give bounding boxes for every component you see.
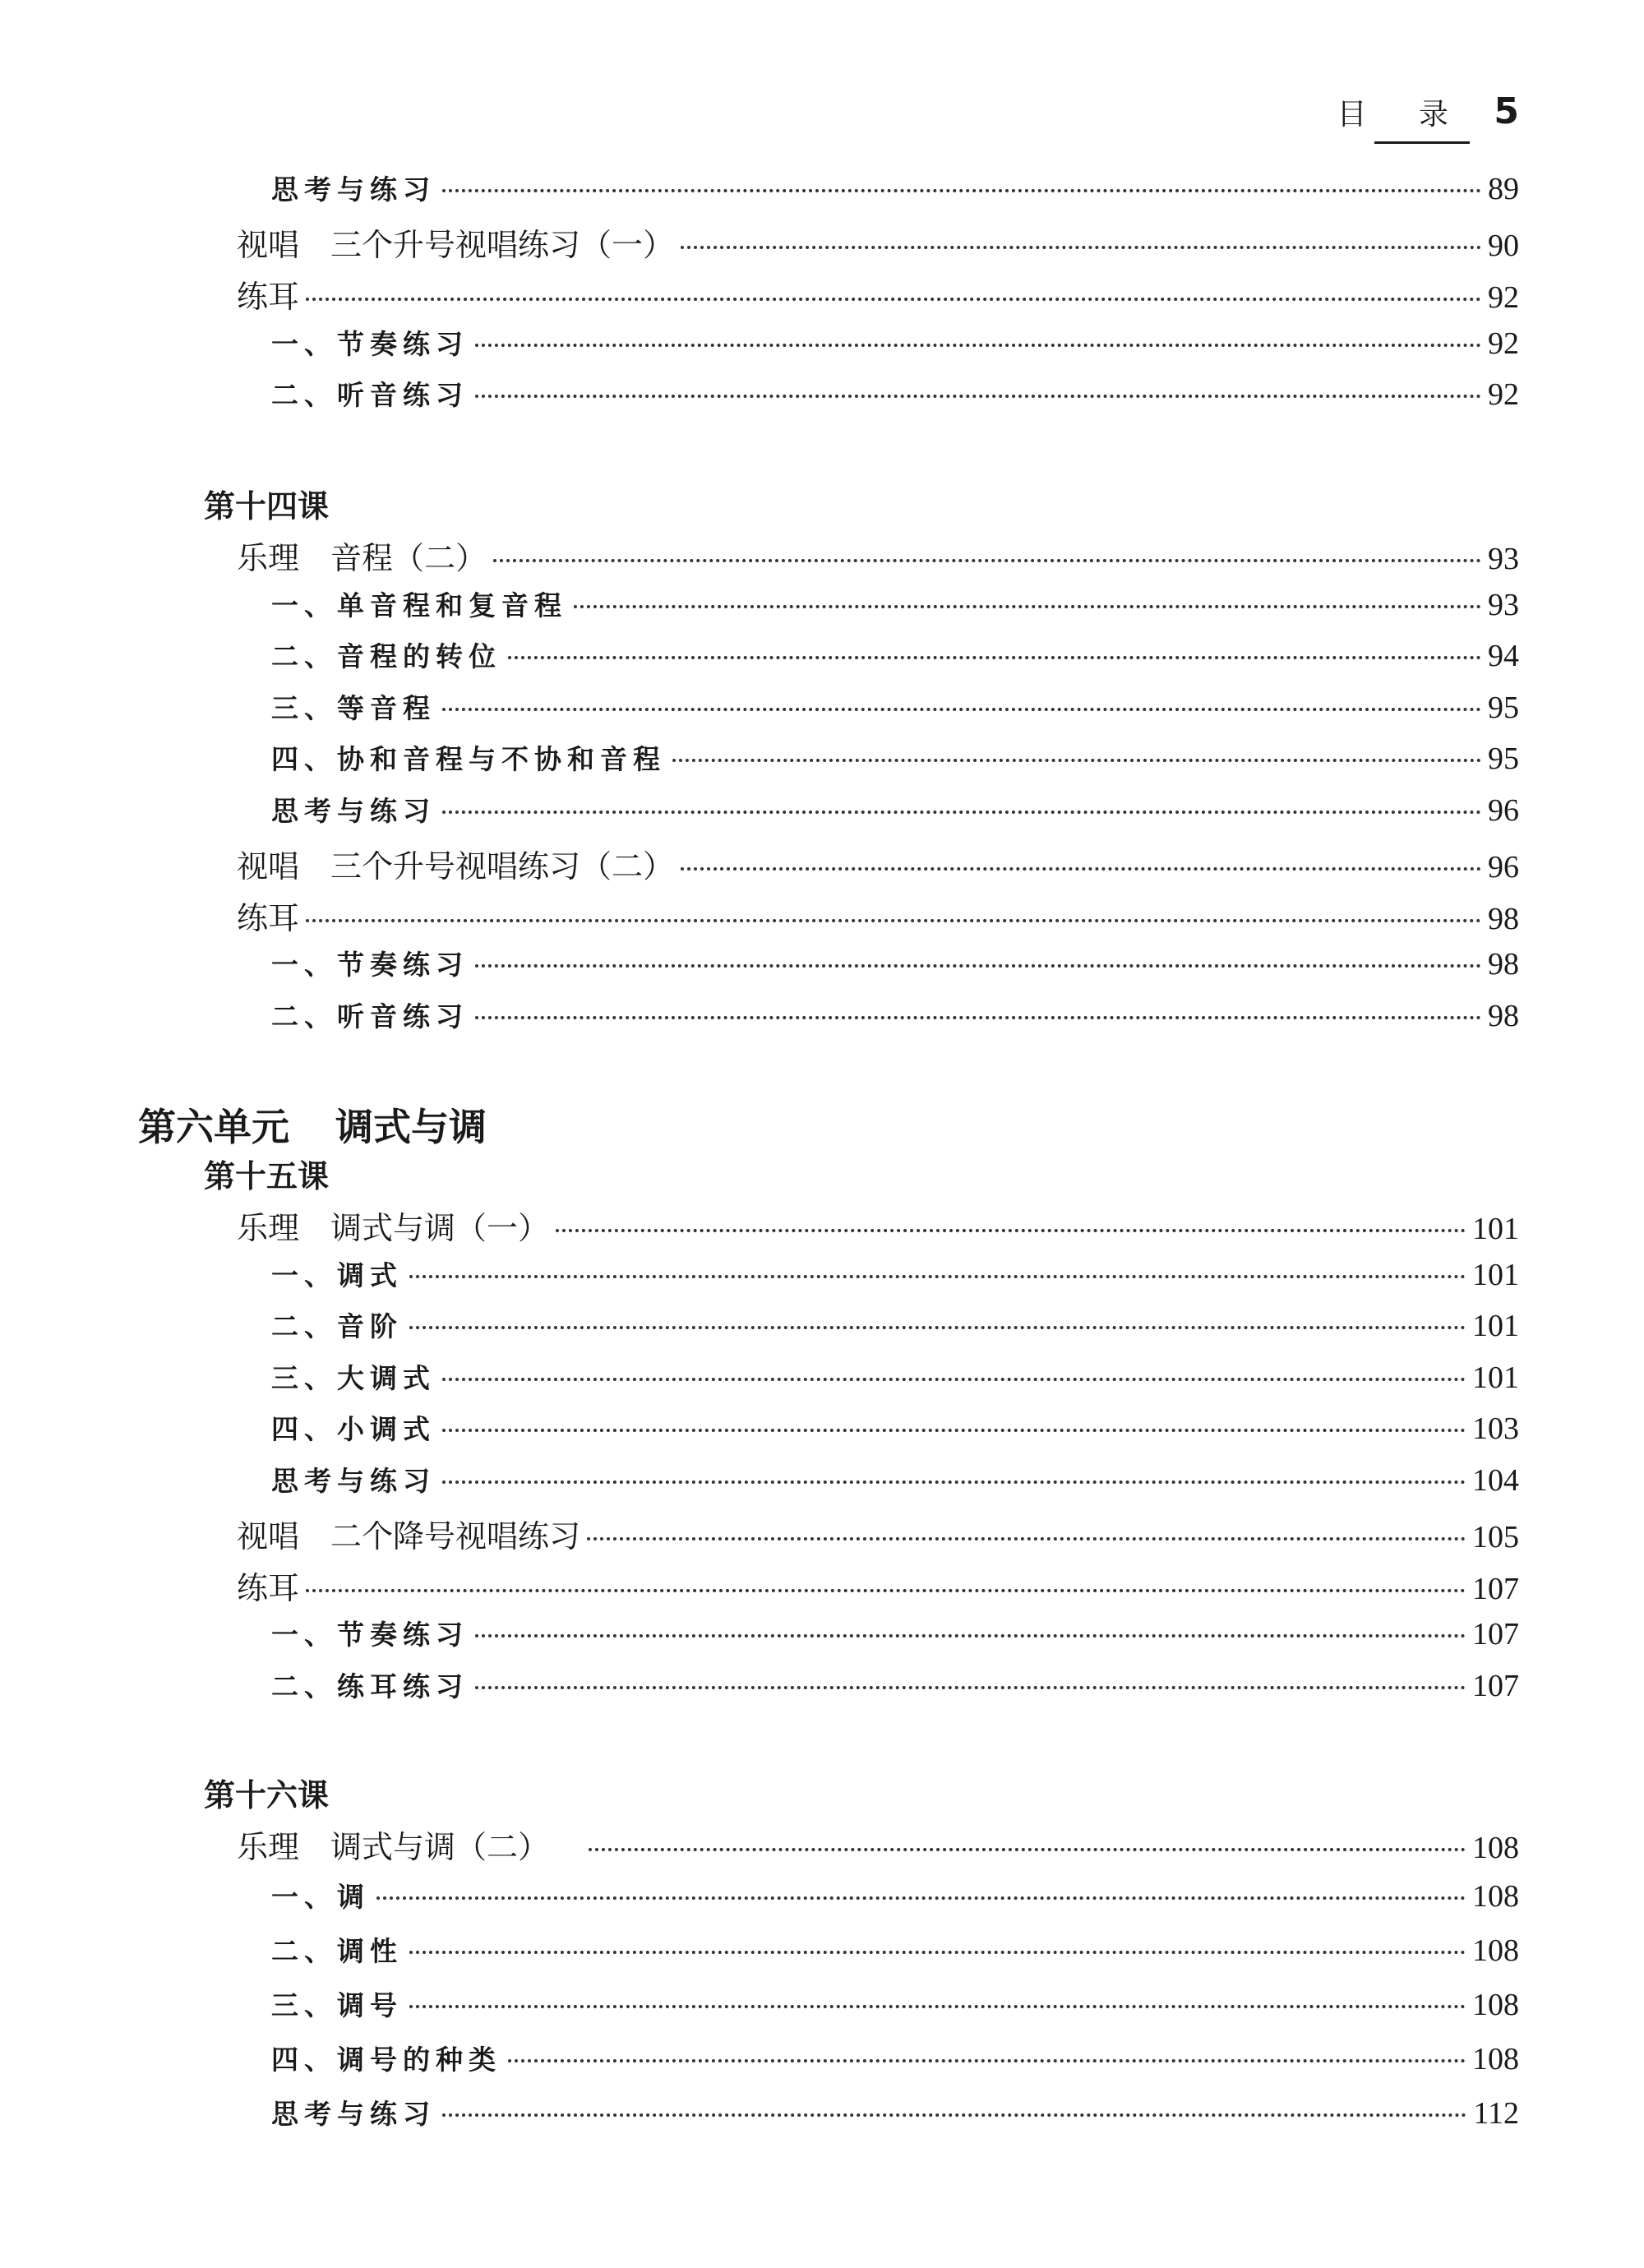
- dot-leader: [442, 811, 1481, 814]
- toc-entry[interactable]: [271, 738, 1519, 779]
- toc-entry[interactable]: [271, 790, 1519, 831]
- toc-entry[interactable]: [271, 1357, 1519, 1398]
- toc-entry[interactable]: [271, 687, 1519, 728]
- toc-entry-title: 乐理 调式与调（二）: [237, 1829, 550, 1865]
- toc-entry-page: 95: [1488, 741, 1519, 776]
- dot-leader: [376, 1896, 1466, 1900]
- toc-entry-page: 94: [1488, 639, 1519, 673]
- toc-entry[interactable]: [271, 1930, 1519, 1971]
- dot-leader: [475, 964, 1481, 968]
- toc-entry-page: 108: [1472, 2042, 1519, 2076]
- toc-entry-title: 思考与练习: [271, 173, 436, 206]
- dot-leader: [508, 2059, 1466, 2062]
- toc-entry-page: 95: [1488, 691, 1519, 725]
- toc-entry-title: 四、小调式: [271, 1413, 436, 1445]
- dot-leader: [409, 1275, 1466, 1278]
- dot-leader: [475, 395, 1481, 398]
- toc-entry[interactable]: [271, 1305, 1519, 1346]
- toc-entry-page: 92: [1488, 326, 1519, 361]
- toc-entry[interactable]: [271, 2039, 1519, 2080]
- toc-entry[interactable]: [237, 1822, 1519, 1863]
- toc-entry-title: 一、调: [271, 1881, 370, 1913]
- toc-entry-page: 112: [1473, 2096, 1519, 2131]
- toc-entry-title: 二、练耳练习: [271, 1670, 469, 1702]
- toc-entry[interactable]: [271, 2093, 1519, 2134]
- toc-entry-title: 视唱 二个降号视唱练习: [237, 1518, 581, 1554]
- toc-entry[interactable]: [237, 1563, 1519, 1604]
- dot-leader: [589, 1848, 1466, 1851]
- dot-leader: [556, 1229, 1466, 1232]
- toc-entry[interactable]: [271, 944, 1519, 985]
- toc-entry[interactable]: [237, 841, 1519, 885]
- dot-leader: [442, 2113, 1466, 2117]
- toc-entry[interactable]: [271, 323, 1519, 364]
- toc-entry[interactable]: [271, 1254, 1519, 1296]
- dot-leader: [574, 605, 1481, 608]
- dot-leader: [475, 1686, 1466, 1689]
- toc-entry-title: 视唱 三个升号视唱练习（一）: [237, 227, 675, 263]
- toc-entry-page: 107: [1472, 1669, 1519, 1703]
- toc-entry-title: 练耳: [237, 1570, 300, 1606]
- dot-leader: [442, 1429, 1466, 1432]
- toc-entry-page: 107: [1472, 1572, 1519, 1606]
- toc-entry-page: 101: [1472, 1258, 1519, 1292]
- toc-entry-title: 一、节奏练习: [271, 949, 469, 981]
- unit-label: 第六单元: [138, 1105, 289, 1149]
- dot-leader: [475, 344, 1481, 347]
- toc-entry-title: 二、听音练习: [271, 379, 469, 411]
- toc-entry-title: 三、大调式: [271, 1362, 436, 1394]
- toc-entry-title: 二、听音练习: [271, 1000, 469, 1032]
- toc-entry-page: 108: [1472, 1988, 1519, 2022]
- dot-leader: [409, 1326, 1466, 1329]
- lesson-heading: 第十五课: [204, 1158, 330, 1194]
- toc-entry[interactable]: [237, 893, 1519, 934]
- toc-entry[interactable]: [271, 1876, 1519, 1917]
- toc-entry-page: 92: [1488, 280, 1519, 315]
- toc-entry[interactable]: [271, 1665, 1519, 1707]
- toc-entry-title: 二、音程的转位: [271, 640, 501, 672]
- toc-entry-page: 90: [1488, 229, 1519, 263]
- toc-entry[interactable]: [271, 1984, 1519, 2025]
- toc-entry-title: 三、调号: [271, 1989, 403, 2021]
- dot-leader: [475, 1634, 1466, 1637]
- dot-leader: [475, 1016, 1481, 1019]
- toc-entry[interactable]: [271, 374, 1519, 415]
- dot-leader: [306, 919, 1481, 922]
- toc-entry-page: 93: [1488, 588, 1519, 622]
- toc-entry[interactable]: [271, 169, 1519, 210]
- toc-entry[interactable]: [271, 584, 1519, 626]
- toc-entry-title: 思考与练习: [271, 2098, 436, 2130]
- toc-entry-title: 二、音阶: [271, 1310, 403, 1342]
- toc-entry[interactable]: [237, 1203, 1519, 1244]
- toc-entry-page: 92: [1488, 377, 1519, 412]
- lesson-heading: 第十四课: [204, 488, 330, 524]
- dot-leader: [672, 759, 1481, 762]
- toc-entry-title: 一、节奏练习: [271, 1619, 469, 1651]
- toc-entry[interactable]: [237, 533, 1519, 574]
- toc-entry[interactable]: [271, 1408, 1519, 1449]
- toc-entry-page: 103: [1472, 1411, 1519, 1446]
- dot-leader: [409, 1951, 1466, 1954]
- toc-entry-page: 108: [1472, 1879, 1519, 1914]
- dot-leader: [508, 656, 1481, 659]
- toc-entry-page: 108: [1472, 1831, 1519, 1865]
- toc-entry-page: 108: [1472, 1933, 1519, 1968]
- toc-entry-page: 98: [1488, 902, 1519, 936]
- toc-entry-title: 思考与练习: [271, 795, 436, 827]
- header-page-number: 5: [1494, 90, 1519, 132]
- dot-leader: [681, 246, 1481, 249]
- toc-entry-title: 一、节奏练习: [271, 328, 469, 360]
- toc-entry-title: 练耳: [237, 279, 300, 315]
- toc-entry-page: 96: [1488, 850, 1519, 885]
- toc-entry-title: 三、等音程: [271, 692, 436, 724]
- toc-entry[interactable]: [237, 271, 1519, 315]
- toc-entry-title: 一、单音程和复音程: [271, 589, 567, 621]
- toc-entry[interactable]: [237, 219, 1519, 261]
- toc-entry[interactable]: [271, 635, 1519, 677]
- toc-entry[interactable]: [237, 1511, 1519, 1552]
- unit-title: 调式与调: [335, 1105, 487, 1149]
- header-label: 目 录: [1337, 98, 1470, 132]
- toc-entry-title: 四、协和音程与不协和音程: [271, 743, 666, 775]
- toc-entry-page: 93: [1488, 542, 1519, 576]
- header-rule: [1374, 141, 1470, 144]
- dot-leader: [306, 298, 1481, 301]
- dot-leader: [442, 1378, 1466, 1381]
- toc-entry-title: 一、调式: [271, 1259, 403, 1291]
- dot-leader: [681, 867, 1481, 871]
- toc-entry-title: 乐理 音程（二）: [237, 540, 487, 576]
- lesson-heading: 第十六课: [204, 1777, 330, 1813]
- toc-entry-page: 104: [1472, 1463, 1519, 1498]
- toc-entry-title: 二、调性: [271, 1935, 403, 1967]
- toc-entry[interactable]: [271, 1614, 1519, 1655]
- toc-entry-page: 101: [1472, 1212, 1519, 1246]
- toc-entry-page: 96: [1488, 793, 1519, 828]
- toc-entry-title: 练耳: [237, 900, 300, 936]
- dot-leader: [442, 708, 1481, 711]
- toc-entry-page: 105: [1472, 1520, 1519, 1554]
- toc-entry-title: 四、调号的种类: [271, 2044, 501, 2076]
- toc-entry-page: 89: [1488, 172, 1519, 206]
- toc-entry[interactable]: [271, 995, 1519, 1037]
- toc-entry-page: 107: [1472, 1617, 1519, 1651]
- dot-leader: [587, 1537, 1466, 1540]
- dot-leader: [442, 1480, 1466, 1484]
- toc-entry-title: 思考与练习: [271, 1465, 436, 1497]
- dot-leader: [306, 1589, 1466, 1592]
- dot-leader: [409, 2005, 1466, 2008]
- dot-leader: [493, 559, 1481, 562]
- toc-entry-page: 101: [1472, 1309, 1519, 1343]
- toc-entry-title: 乐理 调式与调（一）: [237, 1210, 550, 1246]
- toc-entry-page: 98: [1488, 999, 1519, 1033]
- toc-entry-page: 101: [1472, 1360, 1519, 1395]
- dot-leader: [442, 189, 1481, 192]
- toc-entry-page: 98: [1488, 947, 1519, 982]
- toc-entry-title: 视唱 三个升号视唱练习（二）: [237, 848, 675, 885]
- unit-heading: [138, 1097, 487, 1152]
- toc-entry[interactable]: [271, 1460, 1519, 1501]
